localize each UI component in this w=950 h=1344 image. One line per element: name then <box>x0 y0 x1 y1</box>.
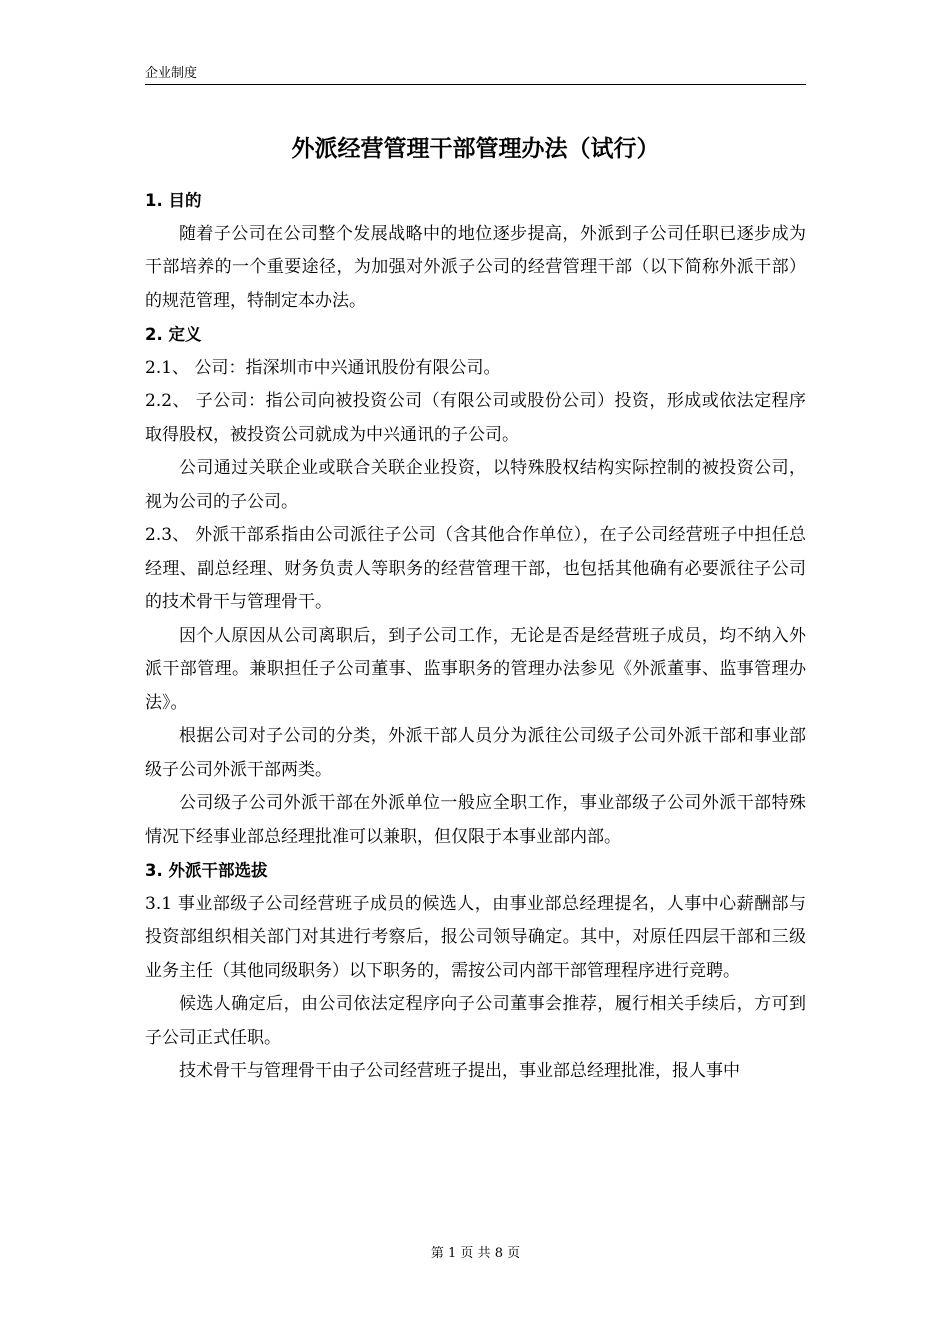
document-title: 外派经营管理干部管理办法（试行） <box>291 136 660 162</box>
paragraph-2-3-note-2: 根据公司对子公司的分类，外派干部人员分为派往公司级子公司外派干部和事业部级子公司外派干部两类。 <box>145 726 806 780</box>
paragraph-3-1-note-1: 候选人确定后，由公司依法定程序向子公司董事会推荐，履行相关手续后，方可到子公司正式任职。 <box>145 994 806 1048</box>
header-divider <box>145 84 806 85</box>
clause-2-3: 2.3、 外派干部系指由公司派往子公司（含其他合作单位），在子公司经营班子中担任总经理、副总经理、财务负责人等职务的经营管理干部，也包括其他确有必要派往子公司的技术骨干与管理骨干。 <box>145 525 806 612</box>
section-heading-selection: 3. 外派干部选拔 <box>145 861 268 880</box>
page-footer: 第 1 页 共 8 页 <box>430 1246 521 1261</box>
paragraph-2-3-note-1: 因个人原因从公司离职后，到子公司工作，无论是否是经营班子成员，均不纳入外派干部管理。兼职担任子公司董事、监事职务的管理办法参见《外派董事、监事管理办法》。 <box>145 625 806 713</box>
clause-2-2: 2.2、 子公司：指公司向被投资公司（有限公司或股份公司）投资，形成或依法定程序取得股权，被投资公司就成为中兴通讯的子公司。 <box>145 391 806 445</box>
paragraph-2-2-note: 公司通过关联企业或联合关联企业投资，以特殊股权结构实际控制的被投资公司，视为公司的子公司。 <box>145 458 806 512</box>
paragraph-purpose: 随着子公司在公司整个发展战略中的地位逐步提高，外派到子公司任职已逐步成为干部培养的一个重要途径，为加强对外派子公司的经营管理干部（以下简称外派干部）的规范管理，特制定本办法。 <box>145 223 806 311</box>
paragraph-3-1-note-2: 技术骨干与管理骨干由子公司经营班子提出，事业部总经理批准，报人事中 <box>179 1061 740 1081</box>
clause-3-1: 3.1 事业部级子公司经营班子成员的候选人，由事业部总经理提名，人事中心薪酬部与投资部组织相关部门对其进行考察后，报公司领导确定。其中，对原任四层干部和三级业务主任（其他同级职务）以下职务的，需按公司内部干部管理程序进行竞聘。 <box>145 893 806 981</box>
section-heading-definition: 2. 定义 <box>145 325 202 344</box>
section-heading-purpose: 1. 目的 <box>145 191 202 210</box>
document-body <box>145 184 806 1089</box>
clause-2-1: 2.1、 公司：指深圳市中兴通讯股份有限公司。 <box>145 357 501 378</box>
page-header: 企业制度 <box>145 66 198 81</box>
paragraph-2-3-note-3: 公司级子公司外派干部在外派单位一般应全职工作，事业部级子公司外派干部特殊情况下经事业部总经理批准可以兼职，但仅限于本事业部内部。 <box>145 793 806 847</box>
